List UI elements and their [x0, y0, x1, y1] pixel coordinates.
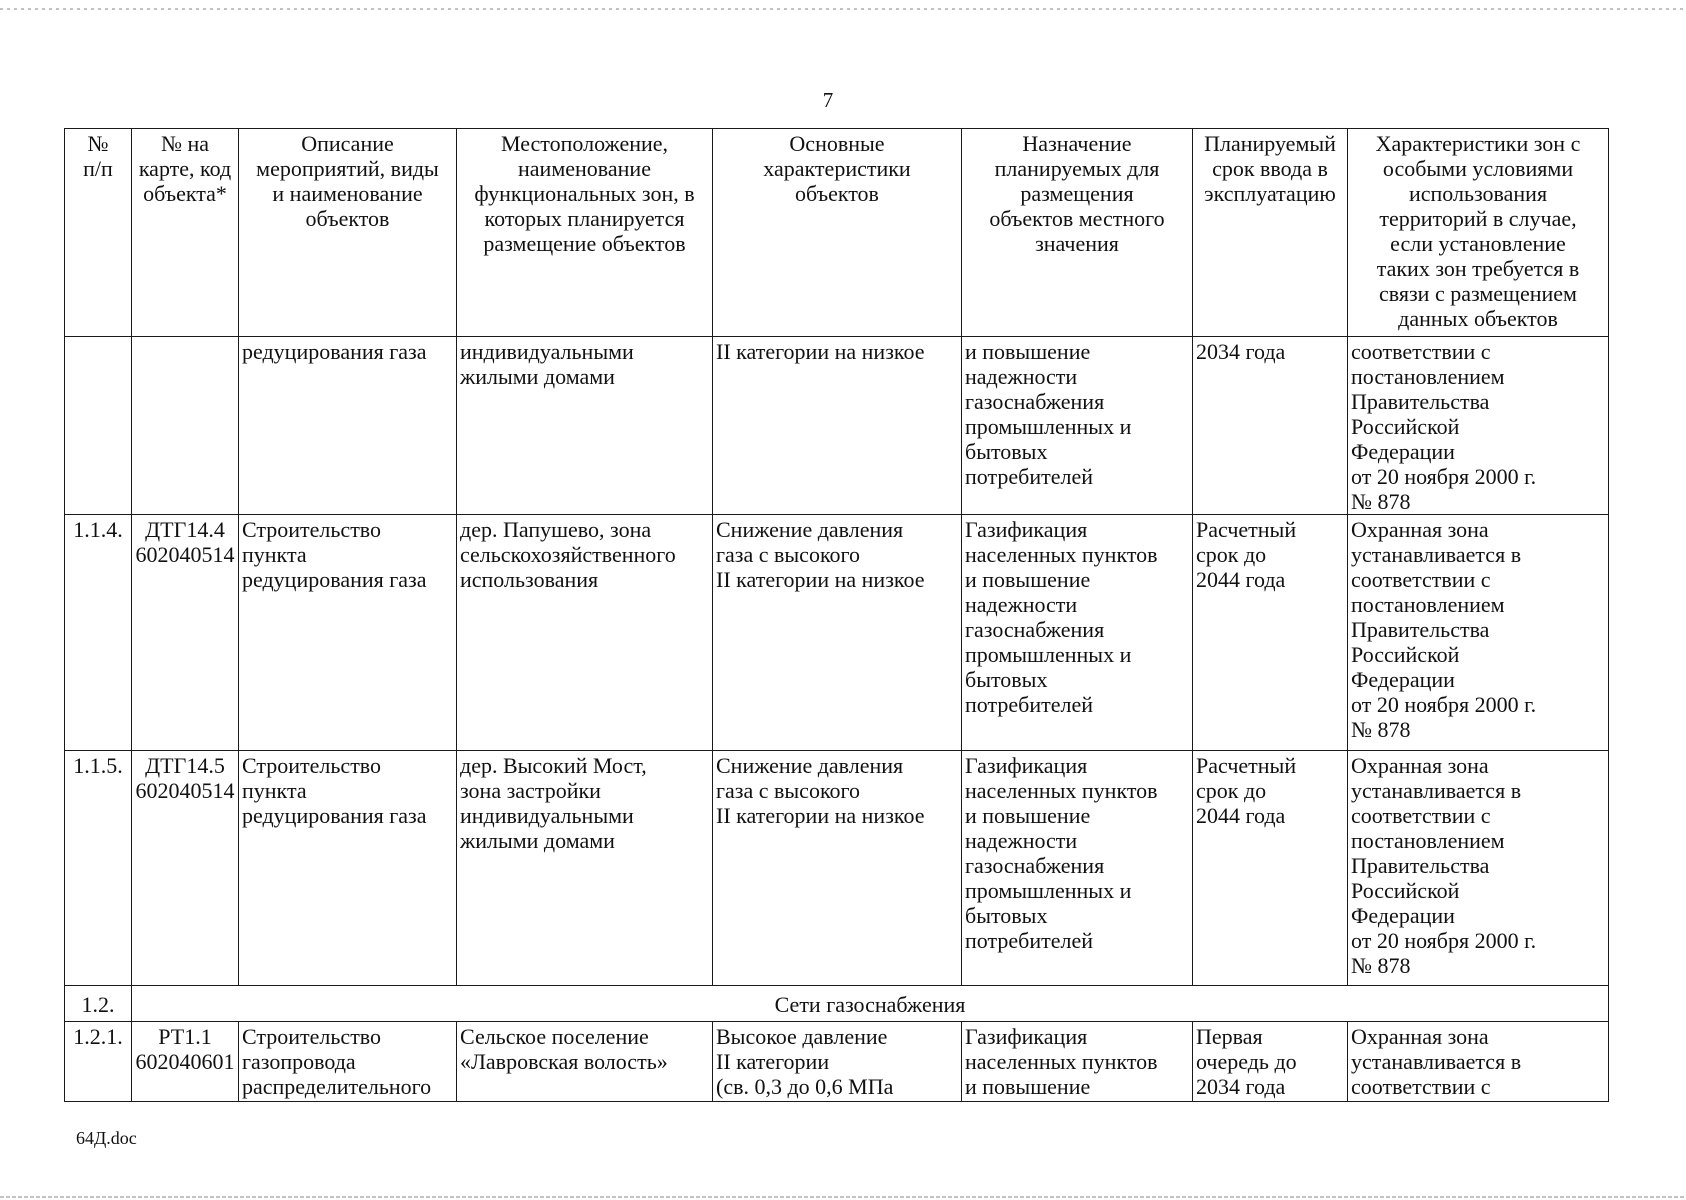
cell-characteristics: Высокое давление II категории (св. 0,3 до 0,6 МПа [713, 1022, 962, 1102]
cell-term: Расчетный срок до 2044 года [1193, 751, 1348, 986]
table-row [65, 337, 1609, 515]
footer-file-name: 64Д.doc [76, 1128, 137, 1148]
cell-location: дер. Папушево, зона сельскохозяйственного использования [457, 515, 713, 751]
cell-number: 1.1.5. [65, 751, 132, 986]
cell-purpose: Газификация населенных пунктов и повышение надежности газоснабжения промышленных и бытовых потребителей [962, 751, 1193, 986]
cell-description: редуцирования газа [239, 337, 457, 515]
header-number: № п/п [65, 129, 132, 337]
cell-map-code: ДТГ14.4 602040514 [132, 515, 239, 751]
scan-edge-top [0, 8, 1686, 10]
cell-map-code: ДТГ14.5 602040514 [132, 751, 239, 986]
header-characteristics: Основные характеристики объектов [713, 129, 962, 337]
cell-location: дер. Высокий Мост, зона застройки индивидуальными жилыми домами [457, 751, 713, 986]
section-title: Сети газоснабжения [132, 986, 1609, 1022]
header-zones: Характеристики зон с особыми условиями использования территорий в случае, если установление таких зон требуется в связи с размещением данных объектов [1348, 129, 1609, 337]
cell-number [65, 337, 132, 515]
cell-purpose: Газификация населенных пунктов и повышение надежности газоснабжения промышленных и бытовых потребителей [962, 515, 1193, 751]
table-row [65, 751, 1609, 986]
scan-edge-bottom [0, 1196, 1686, 1198]
header-location: Местоположение, наименование функциональных зон, в которых планируется размещение объектов [457, 129, 713, 337]
cell-description: Строительство пункта редуцирования газа [239, 515, 457, 751]
table-header-row [65, 129, 1609, 337]
cell-description: Строительство газопровода распределительного [239, 1022, 457, 1102]
cell-zones: Охранная зона устанавливается в соответствии с постановлением Правительства Российской Федерации от 20 ноября 2000 г. № 878 [1348, 515, 1609, 751]
planned-objects-table [64, 128, 1609, 1102]
cell-term: Первая очередь до 2034 года [1193, 1022, 1348, 1102]
cell-term: Расчетный срок до 2044 года [1193, 515, 1348, 751]
cell-map-code [132, 337, 239, 515]
page-number: 7 [822, 88, 834, 112]
cell-location: индивидуальными жилыми домами [457, 337, 713, 515]
section-number: 1.2. [65, 986, 132, 1022]
cell-number: 1.1.4. [65, 515, 132, 751]
table-row [65, 1022, 1609, 1102]
cell-purpose: и повышение надежности газоснабжения промышленных и бытовых потребителей [962, 337, 1193, 515]
header-term: Планируемый срок ввода в эксплуатацию [1193, 129, 1348, 337]
header-purpose: Назначение планируемых для размещения объектов местного значения [962, 129, 1193, 337]
header-description: Описание мероприятий, виды и наименование объектов [239, 129, 457, 337]
cell-zones: соответствии с постановлением Правительства Российской Федерации от 20 ноября 2000 г. № 878 [1348, 337, 1609, 515]
cell-characteristics: II категории на низкое [713, 337, 962, 515]
cell-zones: Охранная зона устанавливается в соответствии с [1348, 1022, 1609, 1102]
cell-term: 2034 года [1193, 337, 1348, 515]
section-row [65, 986, 1609, 1022]
cell-number: 1.2.1. [65, 1022, 132, 1102]
header-map-code: № на карте, код объекта* [132, 129, 239, 337]
cell-map-code: РТ1.1 602040601 [132, 1022, 239, 1102]
cell-description: Строительство пункта редуцирования газа [239, 751, 457, 986]
table-row [65, 515, 1609, 751]
cell-location: Сельское поселение «Лавровская волость» [457, 1022, 713, 1102]
cell-zones: Охранная зона устанавливается в соответствии с постановлением Правительства Российской Федерации от 20 ноября 2000 г. № 878 [1348, 751, 1609, 986]
cell-characteristics: Снижение давления газа с высокого II категории на низкое [713, 751, 962, 986]
cell-purpose: Газификация населенных пунктов и повышение [962, 1022, 1193, 1102]
cell-characteristics: Снижение давления газа с высокого II категории на низкое [713, 515, 962, 751]
